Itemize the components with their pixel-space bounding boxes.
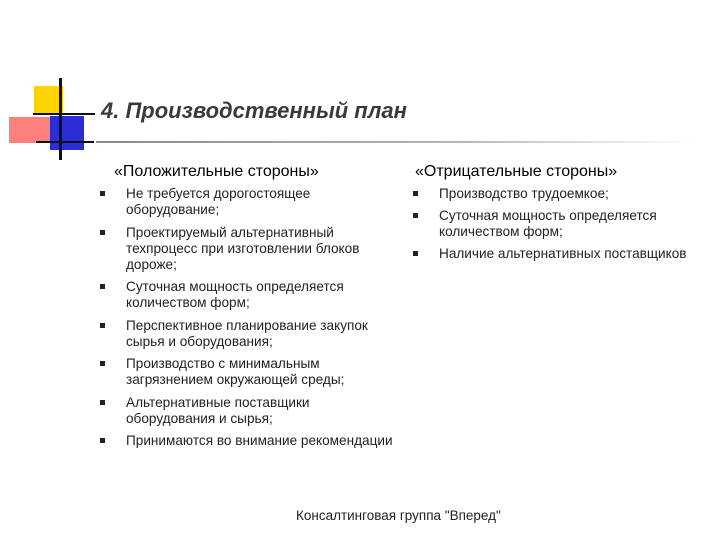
positive-heading: «Положительные стороны» xyxy=(114,163,319,180)
list-item xyxy=(410,246,715,262)
list-item-text: Наличие альтернативных поставщиков xyxy=(439,246,687,261)
decor-vertical-line xyxy=(59,78,62,160)
bullet-square-icon xyxy=(413,213,418,218)
bullet-square-icon xyxy=(100,191,105,196)
decor-blue-square xyxy=(50,116,84,150)
list-item-text: Альтернативные поставщики оборудования и сырья; xyxy=(126,394,310,426)
title-underline xyxy=(96,141,696,143)
list-item-text: Суточная мощность определяется количеством форм; xyxy=(439,208,657,239)
list-item xyxy=(97,395,397,427)
bullet-square-icon xyxy=(413,191,418,196)
list-item-text: Перспективное планирование закупок сырья и оборудования; xyxy=(126,317,368,349)
list-item-text: Суточная мощность определяется количеством форм; xyxy=(126,279,344,310)
list-item xyxy=(97,186,397,218)
bullet-square-icon xyxy=(100,361,105,366)
footer-text: Консалтинговая группа "Вперед" xyxy=(296,508,501,523)
bullet-square-icon xyxy=(100,438,105,443)
list-item xyxy=(97,318,397,350)
list-item-text: Производство с минимальным загрязнением окружающей среды; xyxy=(126,356,345,387)
negative-heading: «Отрицательные стороны» xyxy=(415,163,618,180)
bullet-square-icon xyxy=(100,230,105,235)
bullet-square-icon xyxy=(413,251,418,256)
bullet-square-icon xyxy=(100,323,105,328)
list-item xyxy=(410,186,715,202)
positive-list xyxy=(97,186,397,456)
list-item-text: Не требуется дорогостоящее оборудование; xyxy=(126,186,311,217)
list-item-text: Производство трудоемкое; xyxy=(439,186,609,201)
bullet-square-icon xyxy=(100,400,105,405)
list-item xyxy=(97,433,397,449)
list-item-text: Проектируемый альтернативный техпроцесс при изготовлении блоков дороже; xyxy=(126,224,360,272)
slide-title: 4. Производственный план xyxy=(101,98,407,123)
negative-list xyxy=(410,186,715,268)
bullet-square-icon xyxy=(100,284,105,289)
list-item xyxy=(410,208,715,240)
decor-horizontal-line-lower xyxy=(36,141,94,143)
decor-red-square xyxy=(9,117,51,143)
list-item xyxy=(97,225,397,273)
decor-horizontal-line xyxy=(33,113,95,115)
list-item-text: Принимаются во внимание рекомендации xyxy=(126,433,393,448)
list-item xyxy=(97,279,397,311)
list-item xyxy=(97,356,397,388)
